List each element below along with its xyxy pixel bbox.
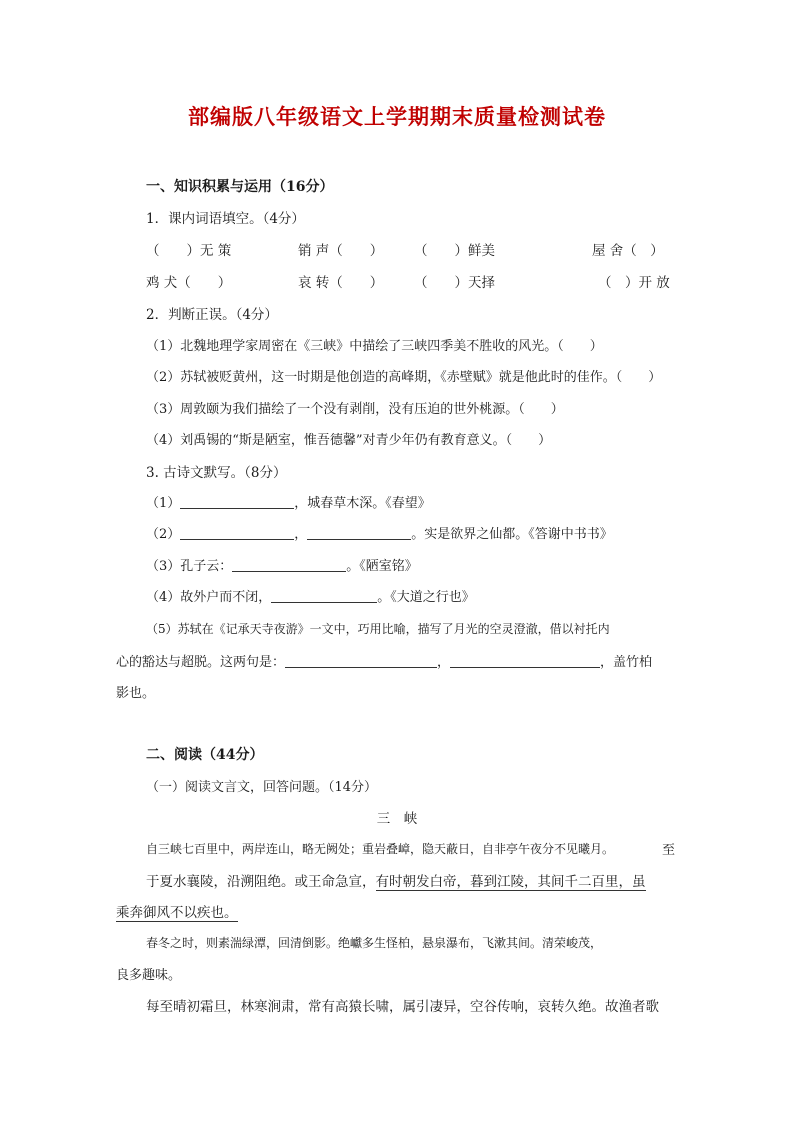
passage-title: 三 峡 xyxy=(376,811,418,827)
answer-blank[interactable] xyxy=(271,588,377,603)
answer-blank[interactable] xyxy=(180,525,294,540)
q3-item-5-line-1: （5）苏轼在《记承天寺夜游》一文中，巧用比喻，描写了月光的空灵澄澈，借以衬托内 xyxy=(146,622,610,636)
passage-line-1-tail: 至 xyxy=(662,843,676,858)
passage-text: 于夏水襄陵，沿溯阻绝。或王命急宣， xyxy=(146,874,376,890)
q1-blank-2: 销 声（ ） xyxy=(298,243,384,259)
q1-blank-8: （ ）开 放 xyxy=(598,275,670,291)
answer-blank[interactable] xyxy=(285,653,437,668)
passage-line-1: 自三峡七百里中，两岸连山，略无阙处；重岩叠嶂，隐天蔽日，自非亭午夜分不见曦月。 xyxy=(146,842,615,856)
q3-item-3 xyxy=(146,555,418,574)
q1-blank-6: 哀 转（ ） xyxy=(298,275,384,291)
q1-blank-3: （ ）鲜美 xyxy=(414,243,495,259)
passage-line-5: 良多趣味。 xyxy=(116,968,182,983)
q1-blank-5: 鸡 犬（ ） xyxy=(146,275,232,291)
passage-line-6: 每至晴初霜旦，林寒涧肃，常有高猿长啸，属引凄异，空谷传响，哀转久绝。故渔者歌 xyxy=(146,999,659,1015)
q2-item-4: （4）刘禹锡的“斯是陋室，惟吾德馨”对青少年仍有教育意义。（ ） xyxy=(146,433,552,448)
q3-item-2-text: 。实是欲界之仙都。《答谢中书书》 xyxy=(411,527,613,542)
q3-item-1 xyxy=(146,492,431,511)
q3-item-4-source: 。《大道之行也》 xyxy=(377,590,475,605)
q3-item-5-line-2 xyxy=(116,651,652,670)
q2-item-2: （2）苏轼被贬黄州，这一时期是他创造的高峰期，《赤壁赋》就是他此时的佳作。（ ） xyxy=(146,370,662,385)
answer-blank[interactable] xyxy=(307,525,411,540)
passage-line-2 xyxy=(146,870,646,890)
q3-item-2-number: （2） xyxy=(146,527,181,542)
answer-blank[interactable] xyxy=(180,494,294,509)
q3-item-1-number: （1） xyxy=(146,496,181,511)
answer-blank[interactable] xyxy=(450,653,600,668)
q3-item-3-text: （3）孔子云： xyxy=(146,559,233,574)
underlined-sentence: 乘奔御风不以疾也。 xyxy=(116,905,238,921)
q3-item-3-source: 。《陋室铭》 xyxy=(346,559,418,574)
passage-line-3 xyxy=(116,901,238,921)
q2-item-3: （3）周敦颐为我们描绘了一个没有剥削，没有压迫的世外桃源。（ ） xyxy=(146,402,564,417)
q3-item-5-sep: ， xyxy=(437,655,451,670)
passage-line-4: 春冬之时，则素湍绿潭，回清倒影。绝巘多生怪柏，悬泉瀑布，飞漱其间。清荣峻茂， xyxy=(146,936,603,950)
q3-item-5-line-3: 影也。 xyxy=(116,686,156,701)
q2-stem: 2．判断正误。（4分） xyxy=(146,307,278,323)
q3-item-5-text: 心的豁达与超脱。这两句是： xyxy=(116,655,286,670)
q3-item-4-text: （4）故外户而不闭， xyxy=(146,590,272,605)
section-2-heading: 二、阅读（44分） xyxy=(146,747,264,763)
answer-blank[interactable] xyxy=(232,557,346,572)
q1-stem: 1．课内词语填空。（4分） xyxy=(146,211,305,227)
underlined-sentence: 有时朝发白帝，暮到江陵，其间千二百里，虽 xyxy=(375,874,646,890)
page-title: 部编版八年级语文上学期期末质量检测试卷 xyxy=(188,105,606,129)
q1-blank-4: 屋 舍（ ） xyxy=(592,243,664,259)
q3-item-4 xyxy=(146,586,475,605)
q1-blank-1: （ ）无 策 xyxy=(146,243,232,259)
q3-item-5-tail: ，盖竹柏 xyxy=(600,655,653,670)
q3-item-1-text: ，城春草木深。《春望》 xyxy=(294,496,431,511)
reading-subheading: （一）阅读文言文，回答问题。（14分） xyxy=(146,780,378,795)
q2-item-1: （1）北魏地理学家周密在《三峡》中描绘了三峡四季美不胜收的风光。（ ） xyxy=(146,339,603,354)
q1-blank-7: （ ）天择 xyxy=(414,275,495,291)
q3-stem: 3. 古诗文默写。（8分） xyxy=(146,465,287,481)
q3-item-2 xyxy=(146,523,613,542)
q3-item-2-sep: ， xyxy=(294,527,308,542)
section-1-heading: 一、知识积累与运用（16分） xyxy=(146,179,334,195)
